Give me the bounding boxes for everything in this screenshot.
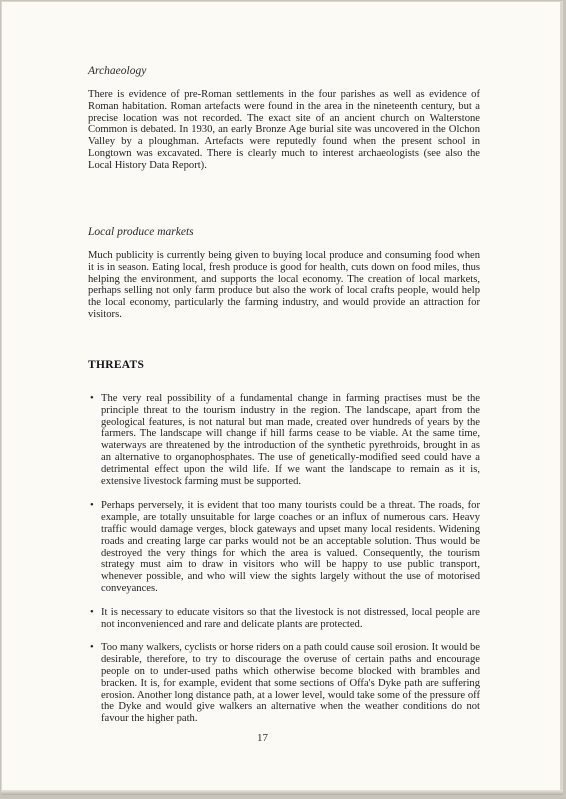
- list-item: [88, 500, 480, 594]
- bullet-icon: •: [90, 642, 94, 654]
- archaeology-heading: Archaeology: [88, 65, 147, 77]
- page-bottom-edge: [1, 790, 563, 795]
- threat-farming-text: The very real possibility of a fundamental change in farming practises must be the principle threat to the tourism industry in the region. The landscape, apart from the geological features, is not natural but man made, created over hundreds of years by the farmers. The landscape will change if hill farms cease to be viable. At the same time, waterways are threatened by the introduction of the synthetic pyrethroids, brought in as an alternative to organophosphates. The use of genetically-modified seed could have a detrimental effect upon the wild life. If we want the landscape to remain as it is, extensive livestock farming must be supported.: [101, 393, 480, 487]
- list-item: [88, 393, 480, 487]
- bullet-icon: •: [90, 500, 94, 512]
- page-number: 17: [257, 732, 268, 744]
- threats-heading: THREATS: [88, 359, 145, 371]
- local-produce-paragraph: Much publicity is currently being given to buying local produce and consuming food when it is in season. Eating local, fresh produce is good for health, cuts down on food miles, thus helping the environment, and supports the local economy. The creation of local markets, perhaps selling not only farm produce but also the work of local crafts people, would help the local economy, particularly the farming industry, and would provide an attraction for visitors.: [88, 250, 480, 320]
- document-page: [1, 1, 563, 795]
- bullet-icon: •: [90, 393, 94, 404]
- bullet-icon: •: [90, 606, 94, 618]
- page-edge-shadow: [560, 1, 563, 795]
- threats-list: [88, 393, 480, 725]
- archaeology-paragraph: There is evidence of pre-Roman settlements in the four parishes as well as evidence of Roman habitation. Roman artefacts were found in the area in the nineteenth century, but a precise location was not recorded. The exact site of an ancient church on Walterstone Common is debated. In 1930, an early Bronze Age burial site was uncovered in the Olchon Valley by a ploughman. Artefacts were reputedly found when the present school in Longtown was excavated. There is clearly much to interest archaeologists (see also the Local History Data Report).: [88, 89, 480, 171]
- local-produce-heading: Local produce markets: [88, 226, 194, 238]
- list-item: [88, 642, 480, 725]
- threat-education-text: It is necessary to educate visitors so that the livestock is not distressed, local people are not inconvenienced and rare and delicate plants are protected.: [101, 606, 480, 630]
- threat-tourists-text: Perhaps perversely, it is evident that too many tourists could be a threat. The roads, for example, are totally unsuitable for large coaches or an influx of numerous cars. Heavy traffic would damage verges, block gateways and upset many local residents. Widening roads and creating large car parks would not be an acceptable solution. Thus would be destroyed the very things for which the area is valued. Consequently, the tourism strategy must aim to draw in visitors who will be happy to use public transport, whenever possible, and who will view the sights largely without the use of motorised conveyances.: [101, 500, 480, 594]
- threat-erosion-text: Too many walkers, cyclists or horse riders on a path could cause soil erosion. It would be desirable, therefore, to try to discourage the overuse of certain paths and encourage people on to under-used paths which otherwise become blocked with brambles and bracken. It is, for example, evident that some sections of Offa's Dyke path are suffering erosion. Another long distance path, at a lower level, would take some of the pressure off the Dyke and would give walkers an alternative when the weather conditions do not favour the higher path.: [101, 642, 480, 725]
- list-item: [88, 607, 480, 631]
